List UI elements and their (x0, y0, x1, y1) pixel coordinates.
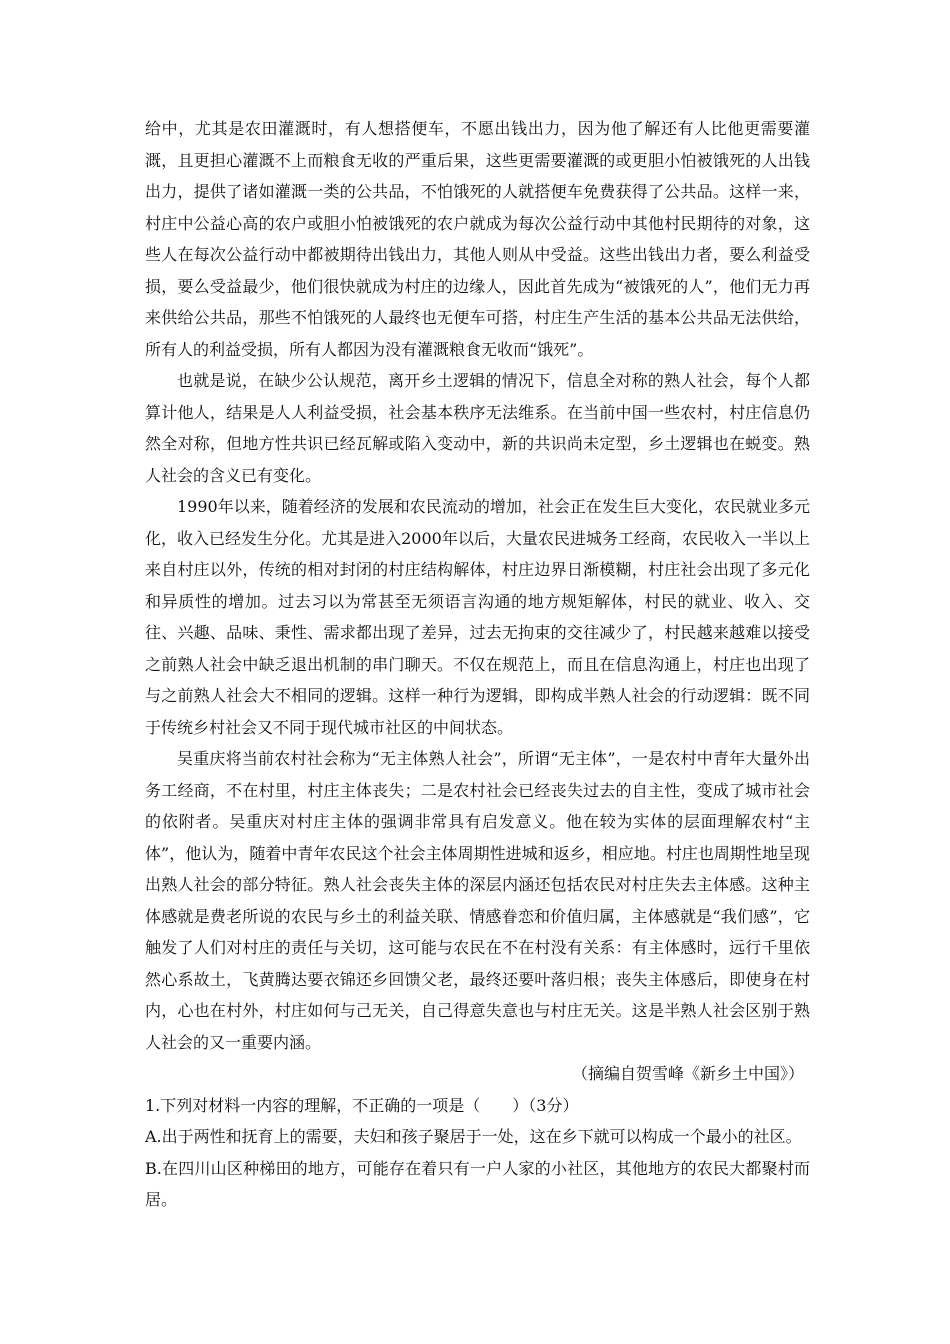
option-b: B.在四川山区种梯田的地方，可能存在着只有一户人家的小社区，其他地方的农民大都聚村而居。 (145, 1158, 810, 1209)
paragraph-3: 1990年以来，随着经济的发展和农民流动的增加，社会正在发生巨大变化，农民就业多元化，收入已经发生分化。尤其是进入2000年以后，大量农民进城务工经商，农民收入一半以上来自村庄以外，传统的相对封闭的村庄结构解体，村庄边界日渐模糊，村庄社会出现了多元化和异质性的增加。过去习以为常甚至无须语言沟通的地方规矩解体，村民的就业、收入、交往、兴趣、品味、秉性、需求都出现了差异，过去无拘束的交往减少了，村民越来越难以接受之前熟人社会中缺乏退出机制的串门聊天。不仅在规范上，而且在信息沟通上，村庄也出现了与之前熟人社会大不相同的逻辑。这样一种行为逻辑，即构成半熟人社会的行动逻辑：既不同于传统乡村社会又不同于现代城市社区的中间状态。 (145, 497, 810, 737)
option-a: A.出于两性和抚育上的需要，夫妇和孩子聚居于一处，这在乡下就可以构成一个最小的社区。 (145, 1127, 802, 1146)
paragraph-4: 吴重庆将当前农村社会称为“无主体熟人社会”，所谓“无主体”，一是农村中青年大量外出务工经商，不在村里，村庄主体丧失；二是农村社会已经丧失过去的自主性，变成了城市社会的依附者。吴重庆对村庄主体的强调非常具有启发意义。他在较为实体的层面理解农村“主体”，他认为，随着中青年农民这个社会主体周期性进城和返乡，相应地。村庄也周期性地呈现出熟人社会的部分特征。熟人社会丧失主体的深层内涵还包括农民对村庄失去主体感。这种主体感就是费老所说的农民与乡土的利益关联、情感眷恋和价值归属，主体感就是“我们感”，它触发了人们对村庄的责任与关切，这可能与农民在不在村没有关系：有主体感时，远行千里依然心系故土，飞黄腾达要衣锦还乡回馈父老，最终还要叶落归根；丧失主体感后，即使身在村内，心也在村外，村庄如何与己无关，自己得意失意也与村庄无关。这是半熟人社会区别于熟人社会的又一重要内涵。 (145, 749, 810, 1052)
paragraph-1: 给中，尤其是农田灌溉时，有人想搭便车，不愿出钱出力，因为他了解还有人比他更需要灌溉，且更担心灌溉不上而粮食无收的严重后果，这些更需要灌溉的或更胆小怕被饿死的人出钱出力，提供了诸如灌溉一类的公共品，不怕饿死的人就搭便车免费获得了公共品。这样一来，村庄中公益心高的农户或胆小怕被饿死的农户就成为每次公益行动中其他村民期待的对象，这些人在每次公益行动中都被期待出钱出力，其他人则从中受益。这些出钱出力者，要么利益受损，要么受益最少，他们很快就成为村庄的边缘人，因此首先成为“被饿死的人”，他们无力再来供给公共品，那些不怕饿死的人最终也无便车可搭，村庄生产生活的基本公共品无法供给，所有人的利益受损，所有人都因为没有灌溉粮食无收而“饿死”。 (145, 119, 810, 359)
question-1: 1.下列对材料一内容的理解，不正确的一项是（ ）（3分） (145, 1095, 579, 1115)
paragraph-2: 也就是说，在缺少公认规范，离开乡土逻辑的情况下，信息全对称的熟人社会，每个人都算计他人，结果是人人利益受损，社会基本秩序无法维系。在当前中国一些农村，村庄信息仍然全对称，但地方性共识已经瓦解或陷入变动中，新的共识尚未定型，乡土逻辑也在蜕变。熟人社会的含义已有变化。 (145, 371, 810, 485)
document-body (145, 113, 810, 1216)
source-citation: （摘编自贺雪峰《新乡土中国》） (571, 1064, 804, 1083)
